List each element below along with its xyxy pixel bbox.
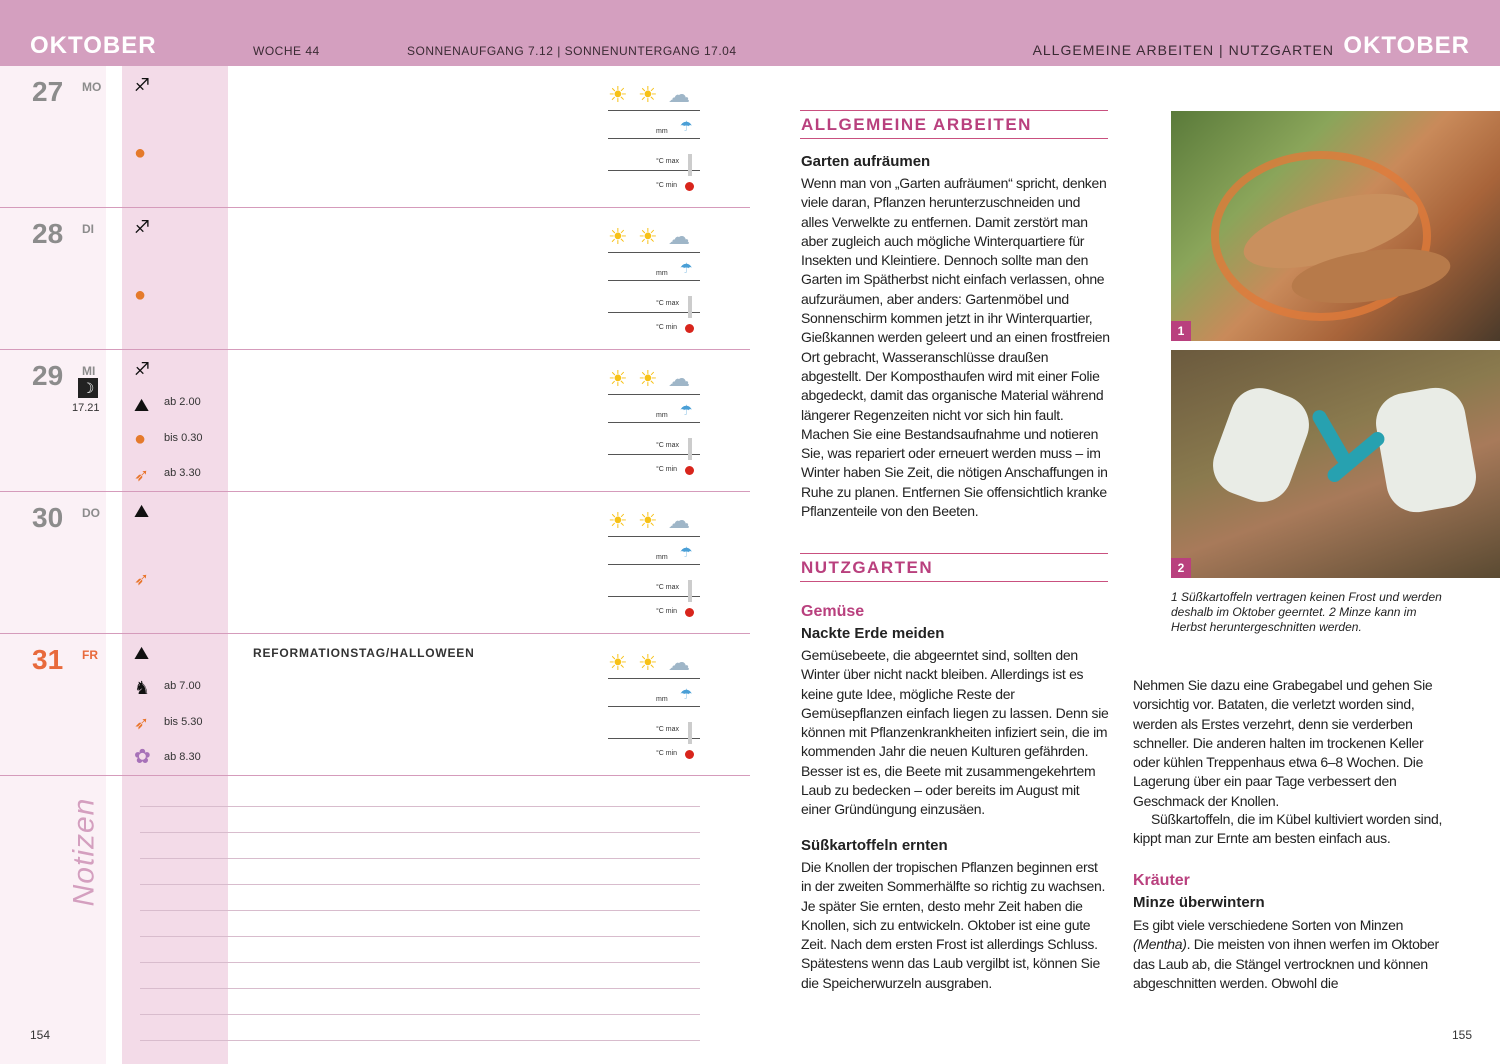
icon-column-notes — [122, 775, 228, 1064]
time-label: ab 7.00 — [164, 680, 201, 692]
moon-node-icon: ⛰ — [134, 501, 150, 521]
moon-node-icon: ⛰ — [134, 643, 150, 663]
mint-pruning-photo — [1171, 350, 1500, 578]
max-label: °C max — [656, 300, 680, 307]
heading-rule — [800, 553, 1108, 554]
day-of-week: MO — [82, 80, 102, 94]
section-heading: NUTZGARTEN — [801, 558, 934, 577]
article-subheading: Garten aufräumen — [801, 153, 931, 170]
thermometer-icon — [688, 296, 692, 318]
sun-icon: ☀ — [608, 650, 628, 675]
article-paragraph: Wenn man von „Garten aufräumen“ spricht, denken viele daran, Pflanzen herunterzuschneiden und alles Verwelkte zu entfernen. Damit zerstört man aber zugleich auch mögliche Winterquartiere für Insekten und Kleintiere. Dennoch sollte man den Garten im Spätherbst nicht einfach verlassen, ohne aufzuräumen, aber anders: Gartenmöbel und Sonnenschirm kommen jetzt in ihr Winterquartier, Gießkannen werden geleert und an einen frostfreien Ort gebracht, Wasseranschlüsse draußen abgestellt. Der Komposthaufen wird mit einer Folie abgedeckt, damit das organische Material während längerer Regenzeiten nicht vor sich hin fault. Machen Sie eine Bestandsaufnahme und notieren Sie, was repariert oder erneuert werden muss – im Winter haben Sie Zeit, die nötigen Anschaffungen in Ruhe zu planen. Entfernen Sie offensichtlich kranke Pflanzenteile von den Beeten. — [801, 175, 1110, 520]
heading-rule — [800, 581, 1108, 582]
note-line — [140, 988, 700, 989]
month-title-right: OKTOBER — [1343, 32, 1470, 59]
mm-label: mm — [656, 412, 668, 419]
time-label: bis 0.30 — [164, 432, 203, 444]
photo-number-badge: 2 — [1171, 558, 1191, 578]
section-heading: ALLGEMEINE ARBEITEN — [801, 115, 1032, 134]
rain-icon: ☂ — [680, 402, 693, 418]
photo-caption: 1 Süßkartoffeln vertragen keinen Frost und werden deshalb im Oktober geerntet. 2 Minze kann im Herbst heruntergeschnitten werden. — [1171, 590, 1442, 634]
sun-icon: ☀ — [608, 366, 628, 391]
thermometer-icon — [688, 154, 692, 176]
max-label: °C max — [656, 158, 680, 165]
min-label: °C min — [656, 750, 678, 757]
fruit-day-icon: ● — [134, 428, 147, 450]
archer-zodiac-icon: ♐ — [134, 75, 151, 95]
category-heading: Kräuter — [1133, 872, 1190, 889]
mm-label: mm — [656, 128, 668, 135]
partly-cloudy-icon: ☀ — [638, 82, 658, 107]
note-line — [140, 832, 700, 833]
flower-day-icon: ✿ — [134, 746, 151, 768]
weather-box — [608, 492, 700, 634]
day-number: 30 — [32, 502, 64, 533]
thermometer-icon — [688, 580, 692, 602]
time-label: ab 3.30 — [164, 467, 201, 479]
thermometer-icon — [688, 438, 692, 460]
category-heading: Gemüse — [801, 603, 865, 620]
sweet-potato-photo — [1171, 111, 1500, 341]
weather-box — [608, 66, 700, 208]
thermometer-bulb — [685, 182, 694, 191]
article-paragraph: Die Knollen der tropischen Pflanzen beginnen erst in der zweiten Sommerhälfte so richtig zu wachsen. Je später Sie ernten, desto mehr Zeit haben die Knollen, sich zu entwickeln. Oktober ist eine gute Zeit. Nach dem ersten Frost ist allerdings Schluss. Spätestens wenn das Laub vergilbt ist, können Sie die Speicherwurzeln ausgraben. — [801, 859, 1106, 991]
day-number: 29 — [32, 360, 64, 391]
rain-icon: ☂ — [680, 686, 693, 702]
heading-rule — [800, 110, 1108, 111]
time-label: bis 5.30 — [164, 716, 203, 728]
moon-phase-icon: ☽ — [78, 378, 98, 398]
min-label: °C min — [656, 324, 678, 331]
cloud-icon: ☁ — [668, 82, 690, 107]
sun-icon: ☀ — [608, 224, 628, 249]
rain-icon: ☂ — [680, 118, 693, 134]
thermometer-icon — [688, 722, 692, 744]
sun-icon: ☀ — [608, 82, 628, 107]
article-paragraph: Nehmen Sie dazu eine Grabegabel und gehen Sie vorsichtig vor. Bataten, die verletzt worden sind, werden als Erstes verzehrt, denn sie verderben schneller. Die anderen halten im trockenen Keller oder kühlen Treppenhaus etwa 6–8 Wochen. Die Lagerung über ein paar Tage verbessert den Geschmack der Knollen. — [1133, 677, 1433, 809]
note-line — [140, 806, 700, 807]
holiday-title: REFORMATIONSTAG/HALLOWEEN — [253, 646, 475, 660]
day-number: 31 — [32, 644, 64, 675]
day-of-week: MI — [82, 364, 96, 378]
max-label: °C max — [656, 726, 680, 733]
min-label: °C min — [656, 182, 678, 189]
day-of-week: DI — [82, 222, 94, 236]
page-number-right: 155 — [1452, 1028, 1473, 1042]
partly-cloudy-icon: ☀ — [638, 366, 658, 391]
weather-box — [608, 350, 700, 492]
note-line — [140, 1014, 700, 1015]
cloud-icon: ☁ — [668, 224, 690, 249]
article-subheading: Minze überwintern — [1133, 894, 1265, 911]
partly-cloudy-icon: ☀ — [638, 224, 658, 249]
heading-rule — [800, 138, 1108, 139]
thermometer-bulb — [685, 324, 694, 333]
moon-node-icon: ⛰ — [134, 395, 150, 415]
day-of-week: DO — [82, 506, 100, 520]
weather-box — [608, 208, 700, 350]
partly-cloudy-icon: ☀ — [638, 650, 658, 675]
time-label: ab 2.00 — [164, 396, 201, 408]
day-number: 27 — [32, 76, 64, 107]
header-bar — [0, 0, 1500, 66]
day-row — [0, 350, 750, 492]
day-number: 28 — [32, 218, 64, 249]
mm-label: mm — [656, 554, 668, 561]
cloud-icon: ☁ — [668, 650, 690, 675]
note-line — [140, 884, 700, 885]
sun-icon: ☀ — [608, 508, 628, 533]
root-day-icon: ➶ — [134, 465, 150, 485]
max-label: °C max — [656, 584, 680, 591]
day-row — [0, 66, 750, 208]
mm-label: mm — [656, 270, 668, 277]
photo-number-badge: 1 — [1171, 321, 1191, 341]
article-paragraph: Gemüsebeete, die abgeerntet sind, sollten den Winter über nicht nackt bleiben. Allerdings ist es keine gute Idee, mögliche Reste der Gemüsepflanzen einfach liegen zu lassen. Denn sie können mit Pflanzenkrankheiten infiziert sein, die im kommenden Jahr die neuen Kulturen gefährden. Besser ist es, die Beete mit zusammengekehrtem Laub zu bedecken – oder bereits im August mit einer Gründüngung einzusäen. — [801, 647, 1109, 818]
min-label: °C min — [656, 466, 678, 473]
archer-zodiac-icon: ♐ — [134, 359, 151, 379]
archer-zodiac-icon: ♐ — [134, 217, 151, 237]
day-of-week: FR — [82, 648, 98, 662]
day-row — [0, 208, 750, 350]
day-row — [0, 492, 750, 634]
moon-node-icon: ♞ — [134, 678, 151, 698]
article-paragraph: Es gibt viele verschiedene Sorten von Minzen (Mentha). Die meisten von ihnen werfen im Oktober das Laub ab, die Stängel vertrocknen und können abgeschnitten werden. Obwohl die — [1133, 917, 1439, 991]
moon-time: 17.21 — [72, 402, 100, 414]
weather-box — [608, 634, 700, 776]
root-day-icon: ➶ — [134, 569, 150, 589]
cloud-icon: ☁ — [668, 366, 690, 391]
note-line — [140, 936, 700, 937]
thermometer-bulb — [685, 466, 694, 475]
week-label: WOCHE 44 — [253, 44, 320, 58]
max-label: °C max — [656, 442, 680, 449]
thermometer-bulb — [685, 608, 694, 617]
article-subheading: Nackte Erde meiden — [801, 625, 945, 642]
mm-label: mm — [656, 696, 668, 703]
note-line — [140, 962, 700, 963]
note-line — [140, 1040, 700, 1041]
time-label: ab 8.30 — [164, 751, 201, 763]
section-title: ALLGEMEINE ARBEITEN | NUTZGARTEN — [1032, 42, 1334, 58]
thermometer-bulb — [685, 750, 694, 759]
month-title-left: OKTOBER — [30, 32, 157, 59]
fruit-day-icon: ● — [134, 142, 147, 164]
article-paragraph: Süßkartoffeln, die im Kübel kultiviert worden sind, kippt man zur Ernte am besten einfach aus. — [1133, 811, 1443, 847]
article-subheading: Süßkartoffeln ernten — [801, 837, 948, 854]
note-line — [140, 910, 700, 911]
rain-icon: ☂ — [680, 544, 693, 560]
root-day-icon: ➶ — [134, 713, 150, 733]
partly-cloudy-icon: ☀ — [638, 508, 658, 533]
fruit-day-icon: ● — [134, 284, 147, 306]
cloud-icon: ☁ — [668, 508, 690, 533]
page-number-left: 154 — [30, 1028, 51, 1042]
note-line — [140, 858, 700, 859]
min-label: °C min — [656, 608, 678, 615]
rain-icon: ☂ — [680, 260, 693, 276]
sun-times: SONNENAUFGANG 7.12 | SONNENUNTERGANG 17.04 — [407, 44, 737, 58]
notes-label: Notizen — [67, 797, 101, 907]
day-row — [0, 634, 750, 776]
